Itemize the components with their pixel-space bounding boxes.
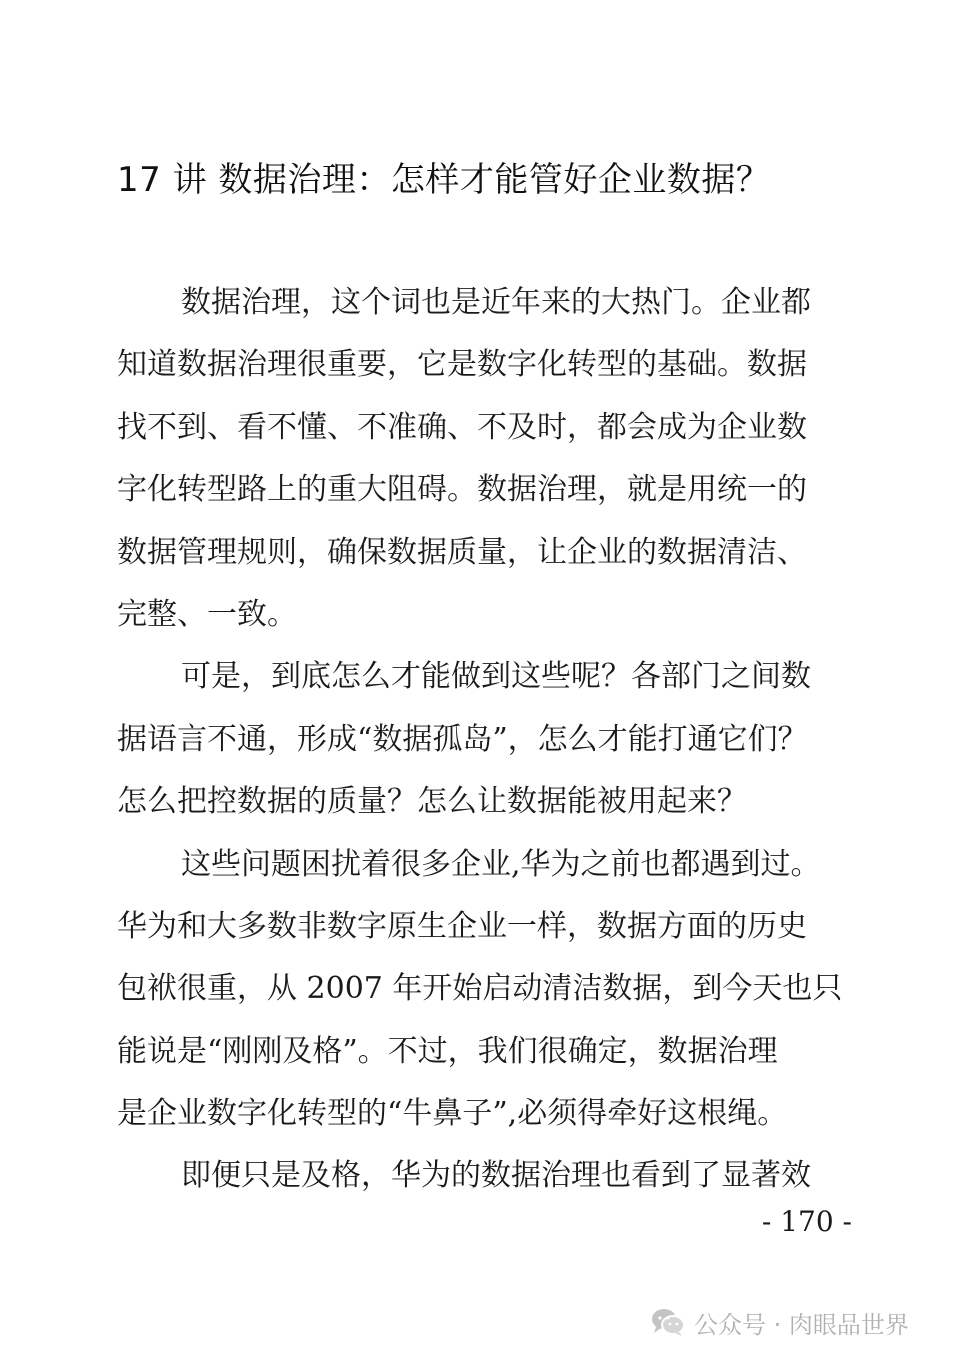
text-line: 这些问题困扰着很多企业,华为之前也都遇到过。 <box>181 846 821 882</box>
wechat-icon <box>650 1307 686 1337</box>
text-line: 能说是“刚刚及格”。不过，我们很确定，数据治理 <box>117 1033 778 1069</box>
text-line: 数据管理规则，确保数据质量，让企业的数据清洁、 <box>117 534 807 570</box>
watermark-text: 公众号 · 肉眼品世界 <box>694 1310 909 1339</box>
text-line: 字化转型路上的重大阻碍。数据治理，就是用统一的 <box>117 472 807 508</box>
text-line: 可是，到底怎么才能做到这些呢？各部门之间数 <box>181 659 811 695</box>
text-line: 是企业数字化转型的“牛鼻子”,必须得牵好这根绳。 <box>117 1096 788 1132</box>
text-line: 怎么把控数据的质量？怎么让数据能被用起来？ <box>117 784 747 820</box>
watermark <box>650 1302 909 1342</box>
page-number: - 170 - <box>761 1205 852 1238</box>
chapter-title: 17 讲 数据治理：怎样才能管好企业数据？ <box>117 160 771 200</box>
text-line: 知道数据治理很重要，它是数字化转型的基础。数据 <box>117 347 807 383</box>
text-line: 完整、一致。 <box>117 596 297 632</box>
text-line: 据语言不通，形成“数据孤岛”，怎么才能打通它们？ <box>117 721 808 757</box>
body-text <box>117 272 852 1208</box>
text-line: 华为和大多数非数字原生企业一样，数据方面的历史 <box>117 908 807 944</box>
text-line: 数据治理，这个词也是近年来的大热门。企业都 <box>181 285 811 320</box>
text-line: 即便只是及格，华为的数据治理也看到了显著效 <box>181 1158 811 1194</box>
text-line: 找不到、看不懂、不准确、不及时，都会成为企业数 <box>117 409 807 445</box>
text-line: 包袱很重，从 2007 年开始启动清洁数据，到今天也只 <box>117 971 843 1007</box>
